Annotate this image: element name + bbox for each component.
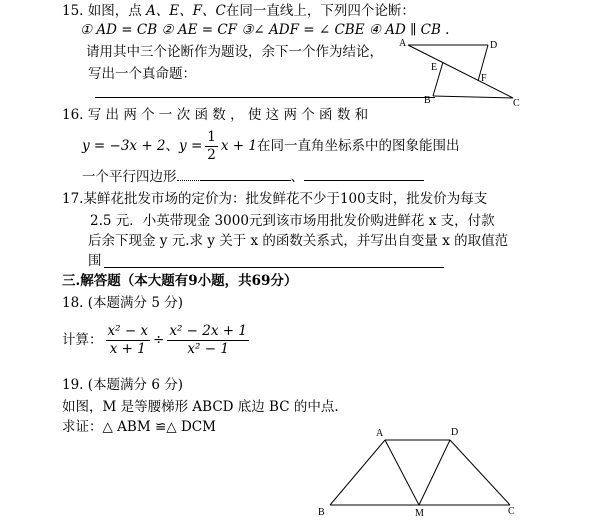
- q15-answer-line[interactable]: [95, 97, 435, 98]
- q17-line2: 2.5 元．小英带现金 3000元到该市场用批发价购进鲜花 x 支，付款: [90, 213, 495, 229]
- q19-figure: [310, 420, 525, 520]
- q15-conditions: ① AD = CB ② AE = CF ③∠ ADF = ∠ CBE ④ AD ∥ CB .: [80, 22, 450, 38]
- q17-line1: 17.某鲜花批发市场的定价为：批发鲜花不少于100支时，批发价为每支: [62, 191, 488, 207]
- q15-fig-label-A: A: [399, 38, 407, 49]
- q19-fig-label-A: A: [376, 428, 384, 439]
- q15-line2: 请用其中三个论断作为题设，余下一个作为结论，: [86, 44, 383, 60]
- q17-line4: 围: [88, 253, 102, 269]
- q18-head: 18. (本题满分 5 分): [62, 295, 183, 311]
- q16-line1: 16. 写 出 两 个 一 次 函 数 ， 使 这 两 个 函 数 和: [62, 107, 369, 123]
- q19-fig-label-C: C: [508, 506, 515, 517]
- q15-fig-label-D: D: [490, 40, 498, 51]
- q15-figure: [395, 36, 530, 108]
- q18-expression: 计算： $\frac{\text{x² − x}}{x + 1}$ ÷ $\frac{\text{x² − 2x + 1}}{\text{x² − 1}}$: [62, 323, 247, 357]
- q16-line3: 一个平行四边形 、: [82, 168, 424, 186]
- q17-line3: 后余下现金 y 元.求 y 关于 x 的函数关系式，并写出自变量 x 的取值范: [88, 233, 509, 249]
- q15-fig-label-F: F: [481, 73, 487, 84]
- q19-fig-label-M: M: [415, 508, 424, 519]
- q15-fig-label-E: E: [431, 62, 438, 73]
- q15-fig-label-B: B: [424, 95, 431, 106]
- q17-answer-line[interactable]: [104, 267, 444, 268]
- q19-fig-label-D: D: [451, 427, 459, 438]
- q15-line1: 15. 如图，点 A、E、F、C在同一直线上，下列四个论断：: [62, 3, 415, 19]
- q15-fig-label-C: C: [513, 98, 520, 108]
- q19-head: 19. (本题满分 6 分): [62, 377, 183, 393]
- q19-fig-label-B: B: [318, 507, 325, 518]
- q19-line1: 如图，M 是等腰梯形 ABCD 底边 BC 的中点.: [62, 399, 339, 415]
- q15-line3: 写出一个真命题：: [88, 66, 196, 82]
- section3-title: 三.解答题（本大题有9小题，共69分）: [62, 273, 298, 289]
- q19-line2: 求证：△ ABM ≌△ DCM: [62, 419, 216, 435]
- q16-line2: y = −3x + 2、y = $\frac{1}{2}$ x + 1在同一直角坐标系中的图象能围出: [82, 129, 460, 163]
